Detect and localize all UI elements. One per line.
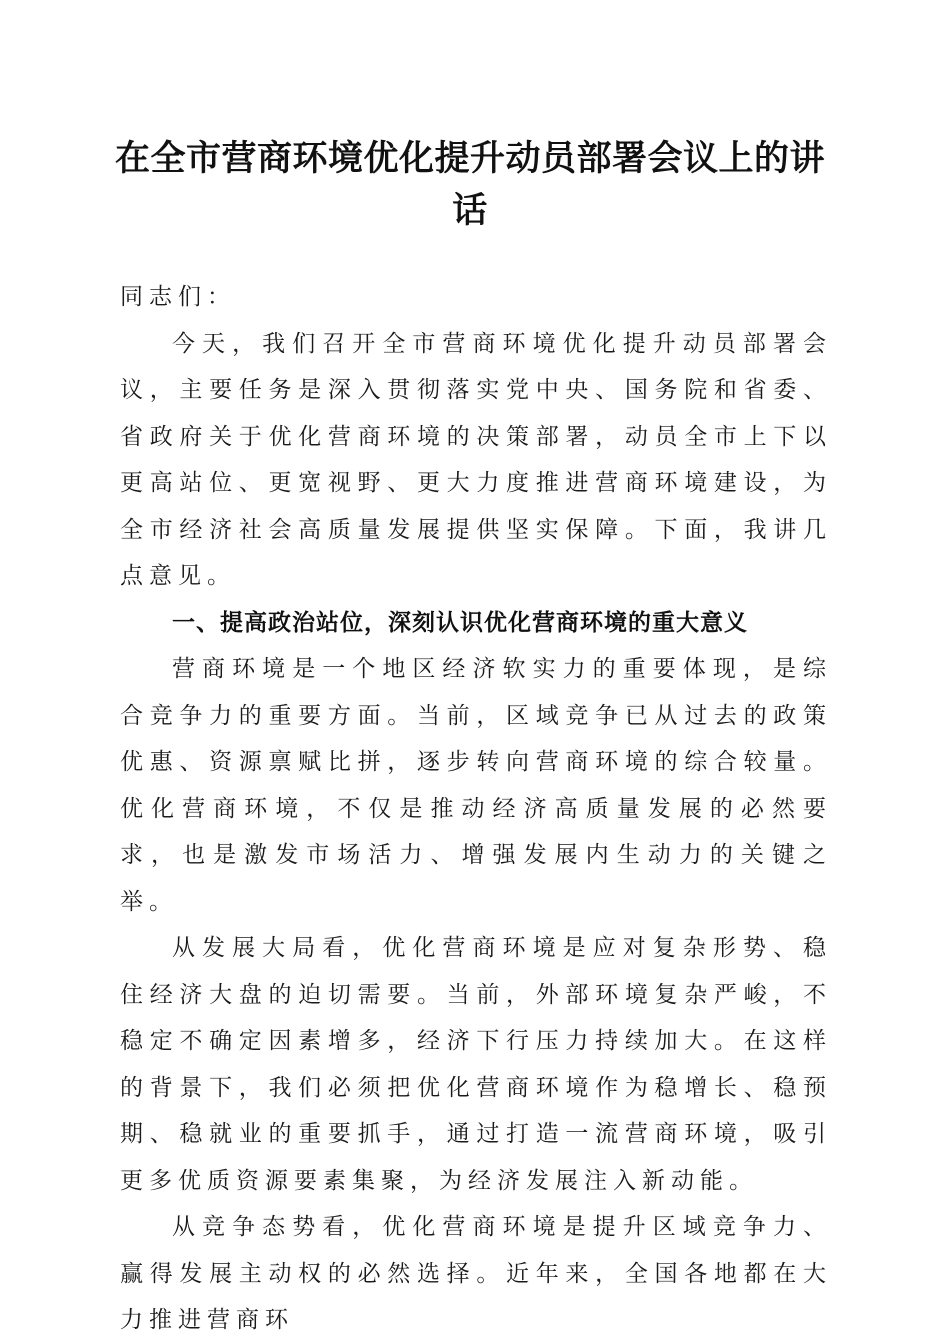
salutation: 同志们： — [120, 284, 236, 310]
document-body — [120, 274, 832, 1344]
intro-paragraph: 今天，我们召开全市营商环境优化提升动员部署会议，主要任务是深入贯彻落实党中央、国务院和省委、省政府关于优化营商环境的决策部署，动员全市上下以更高站位、更宽视野、更大力度推进营商环境建设，为全市经济社会高质量发展提供坚实保障。下面，我讲几点意见。 — [120, 330, 832, 589]
section-heading: 一、提高政治站位，深刻认识优化营商环境的重大意义 — [172, 609, 748, 636]
body-paragraph: 营商环境是一个地区经济软实力的重要体现，是综合竞争力的重要方面。当前，区域竞争已从过去的政策优惠、资源禀赋比拼，逐步转向营商环境的综合较量。优化营商环境，不仅是推动经济高质量发展的必然要求，也是激发市场活力、增强发展内生动力的关键之举。 — [120, 656, 832, 915]
body-paragraph: 从竞争态势看，优化营商环境是提升区域竞争力、赢得发展主动权的必然选择。近年来，全国各地都在大力推进营商环 — [120, 1214, 832, 1333]
body-paragraph: 从发展大局看，优化营商环境是应对复杂形势、稳住经济大盘的迫切需要。当前，外部环境复杂严峻，不稳定不确定因素增多，经济下行压力持续加大。在这样的背景下，我们必须把优化营商环境作为稳增长、稳预期、稳就业的重要抓手，通过打造一流营商环境，吸引更多优质资源要素集聚，为经济发展注入新动能。 — [120, 935, 832, 1194]
document-title: 在全市营商环境优化提升动员部署会议上的讲话 — [114, 138, 825, 231]
